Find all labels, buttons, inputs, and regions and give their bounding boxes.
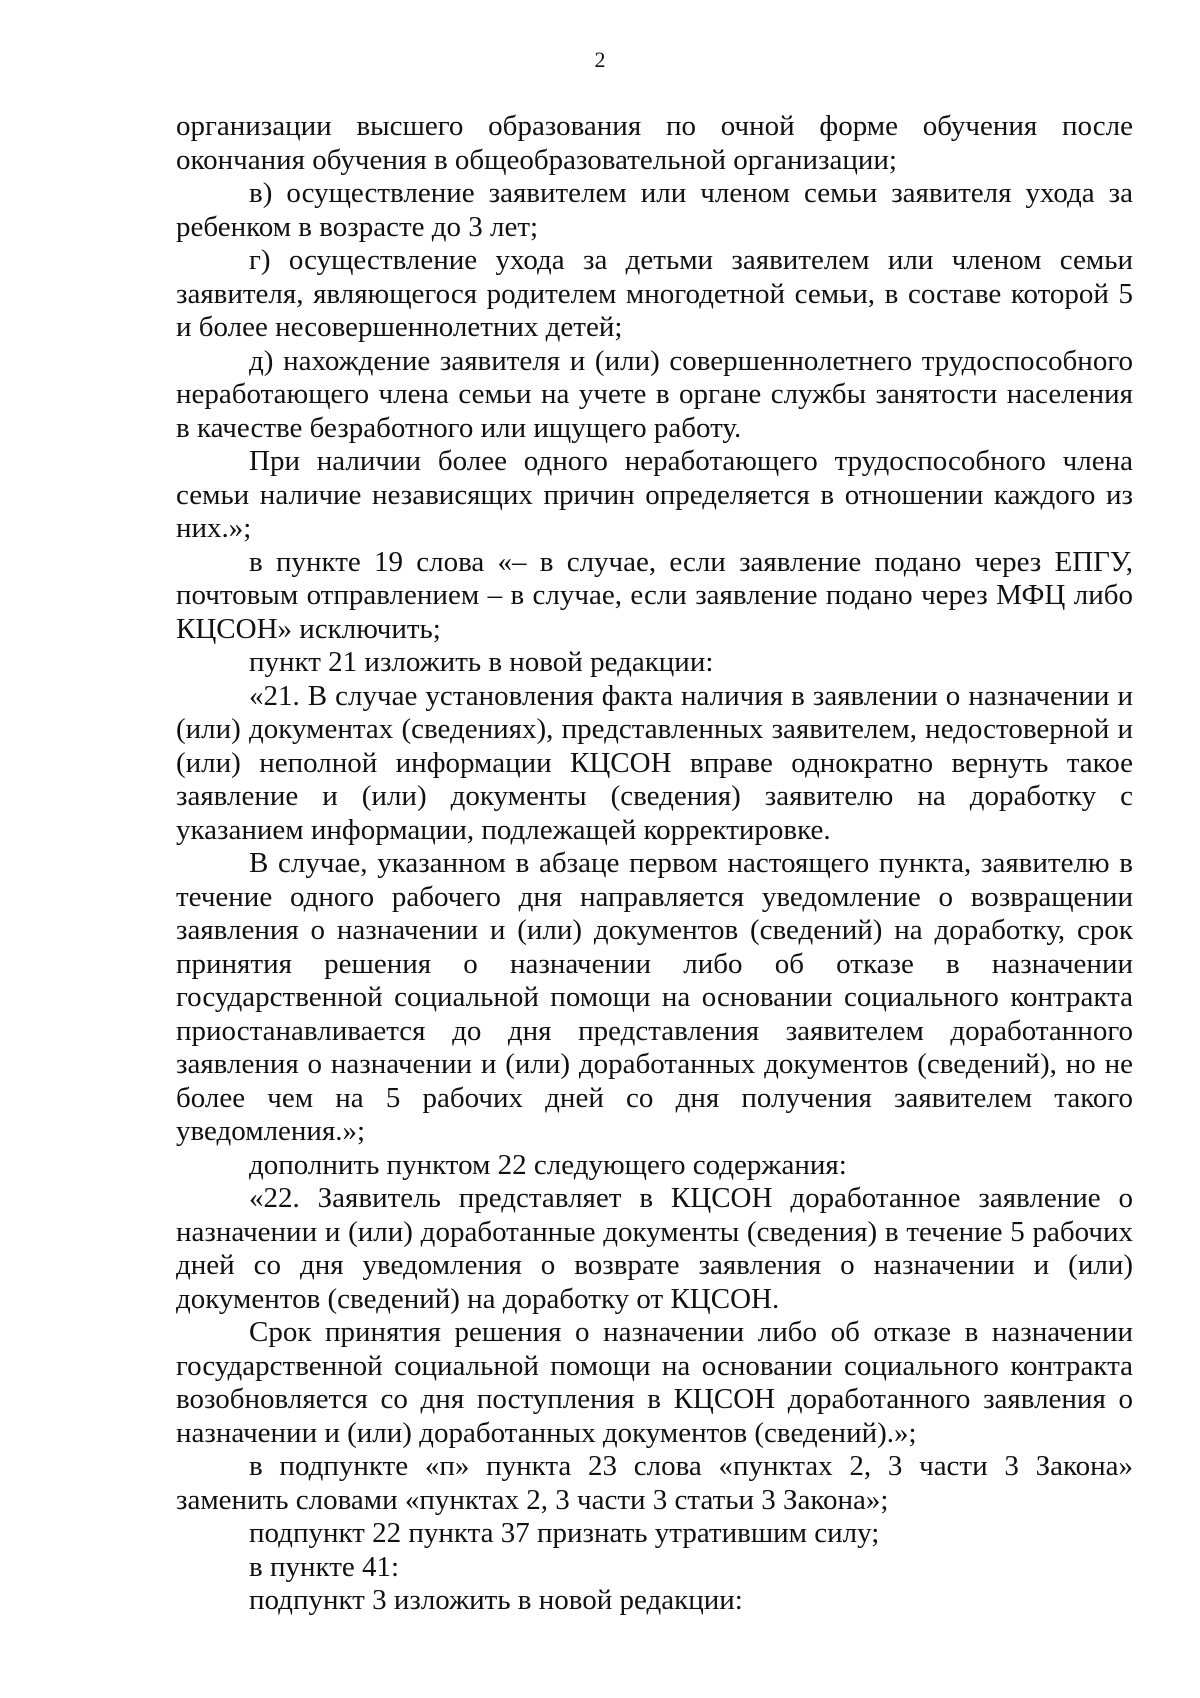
page-number: 2 xyxy=(594,47,606,72)
document-paragraph: организации высшего образования по очной форме обучения после окончания обучения в общеобразовательной организации; xyxy=(176,110,1133,176)
document-paragraph: подпункт 22 пункта 37 признать утратившим силу; xyxy=(249,1517,880,1549)
document-paragraph: При наличии более одного неработающего трудоспособного члена семьи наличие независящих причин определяется в отношении каждого из них.»; xyxy=(176,445,1133,544)
document-paragraph: Срок принятия решения о назначении либо об отказе в назначении государственной социальной помощи на основании социального контракта возобновляется со дня поступления в КЦСОН доработанного заявления о назначении и (или) доработанных документов (сведений).»; xyxy=(176,1316,1133,1449)
document-paragraph: в подпункте «п» пункта 23 слова «пунктах 2, 3 части 3 Закона» заменить словами «пунктах 2, 3 части 3 статьи 3 Закона»; xyxy=(176,1450,1133,1516)
document-paragraph: «22. Заявитель представляет в КЦСОН доработанное заявление о назначении и (или) доработанные документы (сведения) в течение 5 рабочих дней со дня уведомления о возврате заявления о назначении и (или) документов (сведений) на доработку от КЦСОН. xyxy=(176,1182,1133,1315)
document-paragraph: пункт 21 изложить в новой редакции: xyxy=(249,646,714,678)
document-paragraph: в) осуществление заявителем или членом семьи заявителя ухода за ребенком в возрасте до 3 лет; xyxy=(176,177,1133,243)
document-paragraph: В случае, указанном в абзаце первом настоящего пункта, заявителю в течение одного рабочего дня направляется уведомление о возвращении заявления о назначении и (или) документов (сведений) на доработку, срок принятия решения о назначении либо об отказе в назначении государственной социальной помощи на основании социального контракта приостанавливается до дня представления заявителем доработанного заявления о назначении и (или) доработанных документов (сведений), но не более чем на 5 рабочих дней со дня получения заявителем такого уведомления.»; xyxy=(176,847,1133,1147)
document-paragraph: г) осуществление ухода за детьми заявителем или членом семьи заявителя, являющегося родителем многодетной семьи, в составе которой 5 и более несовершеннолетних детей; xyxy=(176,244,1133,343)
document-paragraph: дополнить пунктом 22 следующего содержания: xyxy=(249,1148,847,1181)
document-body xyxy=(176,110,1133,1618)
document-paragraph: в пункте 19 слова «– в случае, если заявление подано через ЕПГУ, почтовым отправлением – в случае, если заявление подано через МФЦ либо КЦСОН» исключить; xyxy=(176,545,1133,645)
document-paragraph: в пункте 41: xyxy=(249,1550,400,1583)
document-paragraph: «21. В случае установления факта наличия в заявлении о назначении и (или) документах (сведениях), представленных заявителем, недостоверной и (или) неполной информации КЦСОН вправе однократно вернуть такое заявление и (или) документы (сведения) заявителю на доработку с указанием информации, подлежащей корректировке. xyxy=(176,679,1133,846)
document-paragraph: д) нахождение заявителя и (или) совершеннолетнего трудоспособного неработающего члена семьи на учете в органе службы занятости населения в качестве безработного или ищущего работу. xyxy=(176,344,1133,444)
document-paragraph: подпункт 3 изложить в новой редакции: xyxy=(249,1584,743,1616)
